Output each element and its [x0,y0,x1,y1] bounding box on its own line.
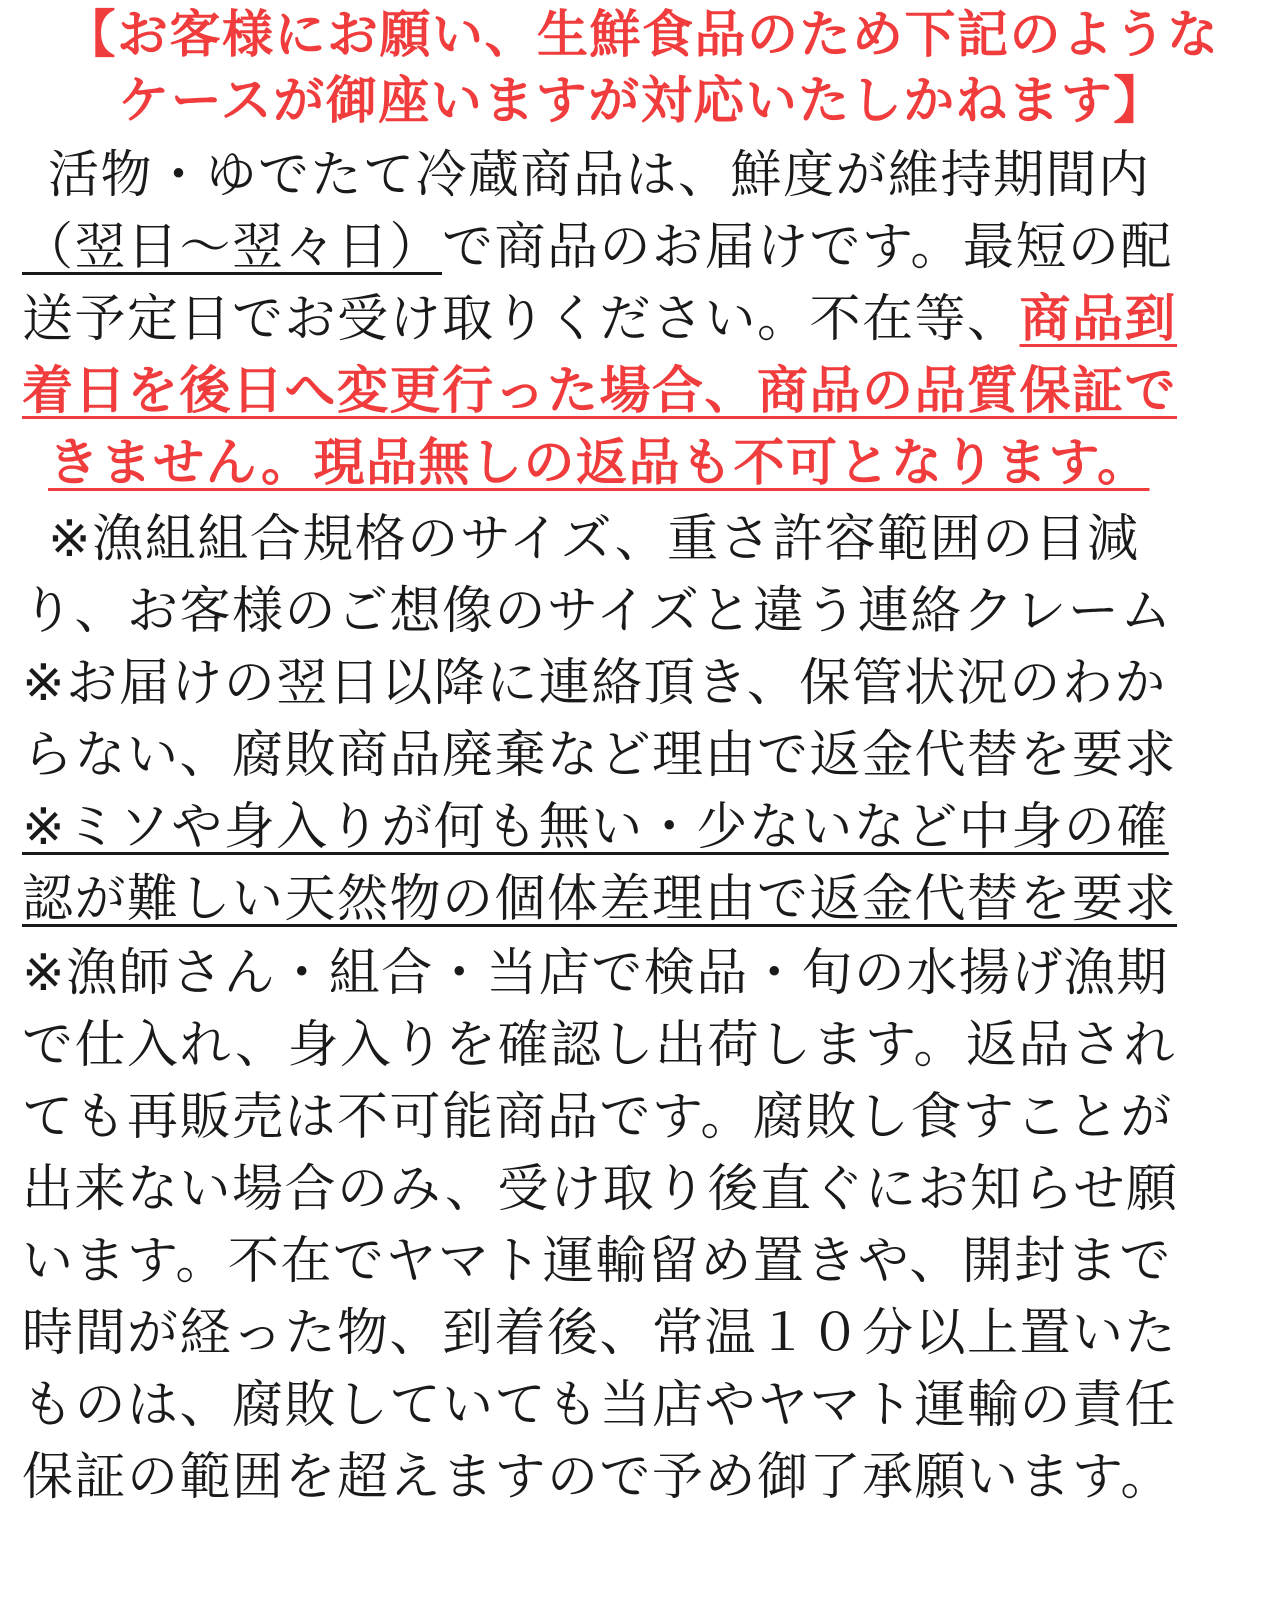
body-line-18: ものは、腐敗していても当店やヤマト運輸の責任 [22,1376,1178,1435]
heading-line-1: 【お客様にお願い、生鮮食品のため下記のような [64,6,1220,65]
body-line-7: り、お客様のご想像のサイズと違う連絡クレーム [22,582,1173,641]
body-line-2 [22,212,1262,284]
body-line-1: 活物・ゆでたて冷蔵商品は、鮮度が維持期間内 [48,146,1151,205]
warning-text-start: 商品到 [1019,290,1178,349]
warning-line-3 [22,428,1262,500]
body-line-2-text: で商品のお届けです。最短の配 [442,218,1173,277]
body-line-13: で仕入れ、身入りを確認し出荷します。返品され [22,1016,1176,1075]
body-line-15: 出来ない場合のみ、受け取り後直ぐにお知らせ願 [22,1160,1179,1219]
warning-text-middle: 着日を後日へ変更行った場合、商品の品質保証で [22,362,1178,421]
body-line-6: ※漁組組合規格のサイズ、重さ許容範囲の目減 [48,510,1140,569]
warning-text-end: きません。現品無しの返品も不可となります。 [48,434,1150,493]
body-line-3-text: 送予定日でお受け取りください。不在等、 [22,290,1020,349]
body-line-10 [22,792,1262,864]
underlined-clause-2: 認が難しい天然物の個体差理由で返金代替を要求 [22,870,1178,929]
body-line-14: ても再販売は不可能商品です。腐敗し食すことが [22,1088,1173,1147]
body-line-3 [22,284,1262,356]
body-line-16: います。不在でヤマト運輸留め置きや、開封まで [22,1232,1172,1291]
body-line-12: ※漁師さん・組合・当店で検品・旬の水揚げ漁期 [22,944,1169,1003]
body-line-9: らない、腐敗商品廃棄など理由で返金代替を要求 [22,726,1178,785]
body-line-8: ※お届けの翌日以降に連絡頂き、保管状況のわか [22,654,1167,713]
heading-line-2: ケースが御座いますが対応いたしかねます】 [118,72,1166,131]
body-line-19: 保証の範囲を超えますので予め御了承願います。 [22,1448,1173,1507]
delivery-period-underlined: （翌日〜翌々日） [22,218,443,277]
body-line-11 [22,864,1262,936]
body-line-17: 時間が経った物、到着後、常温１０分以上置いた [22,1304,1178,1363]
warning-line-2 [22,356,1262,428]
underlined-clause-1: ※ミソや身入りが何も無い・少ないなど中身の確 [22,798,1169,857]
